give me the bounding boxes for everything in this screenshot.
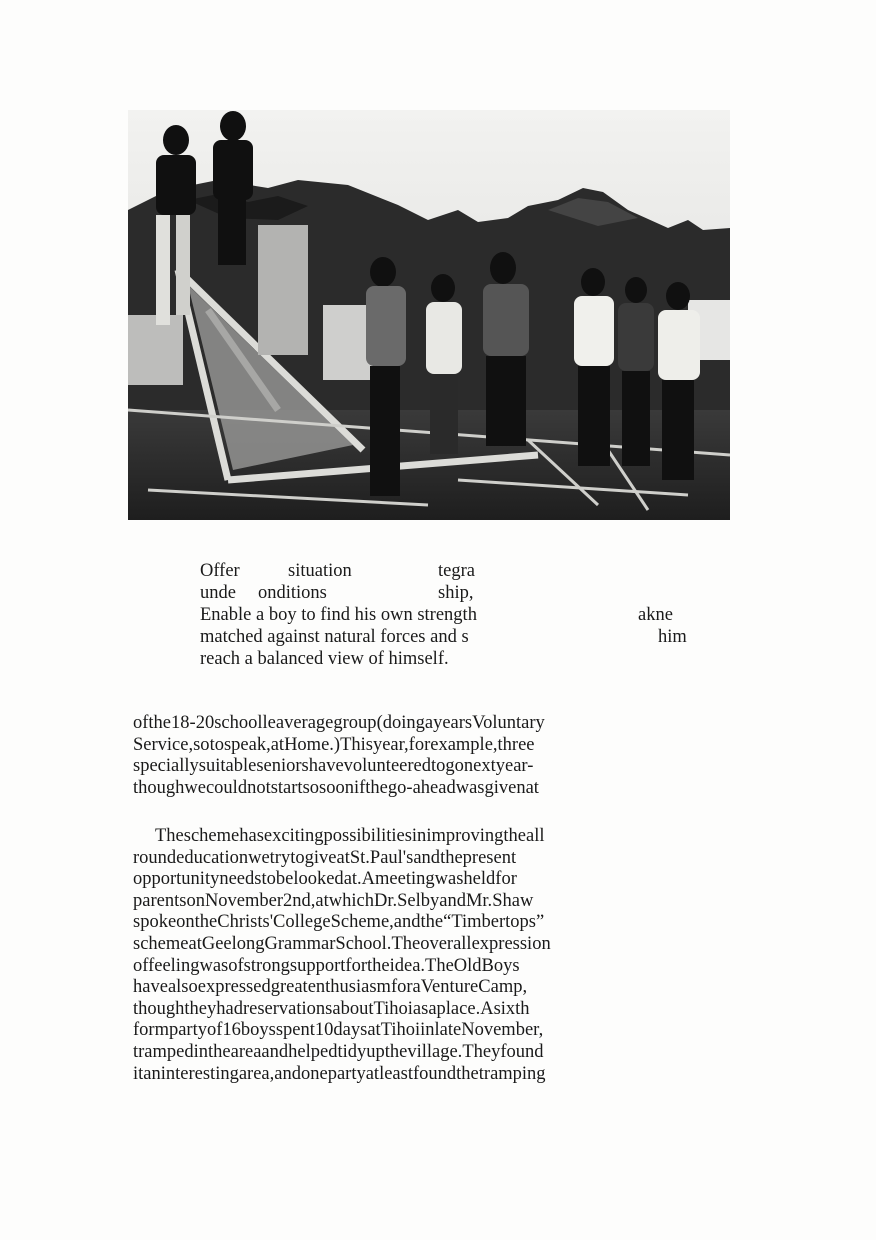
quote-line xyxy=(200,560,720,582)
text-line: thoughtheyhadreservationsaboutTihoiasaplace.Asixth xyxy=(133,998,530,1019)
quote-fragment: Enable a boy to find his own strength xyxy=(200,605,477,625)
quote-fragment: him xyxy=(658,627,687,647)
text-line: schemeatGeelongGrammarSchool.Theoverallexpression xyxy=(133,933,551,954)
quote-fragment: onditions xyxy=(258,583,327,603)
quote-line xyxy=(200,604,720,626)
text-line: itaninterestingarea,andonepartyatleastfoundthetramping xyxy=(133,1063,546,1084)
text-line: Service,sotospeak,atHome.)Thisyear,forexample,three xyxy=(133,734,535,755)
quote-fragment: reach a balanced view of himself. xyxy=(200,649,449,669)
quote-fragment: matched against natural forces and s xyxy=(200,627,469,647)
quote-line xyxy=(200,648,720,670)
quote-fragment: tegra xyxy=(438,561,475,581)
photo-illustration xyxy=(128,110,730,520)
quote-fragment: Offer xyxy=(200,561,240,581)
text-line: offeelingwasofstrongsupportfortheidea.TheOldBoys xyxy=(133,955,520,976)
quoted-aims xyxy=(200,560,720,670)
text-line: opportunityneedstobelookedat.Ameetingwasheldfor xyxy=(133,869,517,890)
paragraph-1 xyxy=(133,713,733,799)
text-line: spokeontheChrists'CollegeScheme,andthe“Timbertops” xyxy=(133,912,545,933)
quote-fragment: unde xyxy=(200,583,236,603)
text-line: thoughwecouldnotstartsosoonifthego-aheadwasgivenat xyxy=(133,777,539,798)
text-line: parentsonNovember2nd,atwhichDr.SelbyandMr.Shaw xyxy=(133,890,534,911)
text-line: speciallysuitableseniorshavevolunteeredtogonextyear- xyxy=(133,756,534,777)
paragraph-2 xyxy=(133,826,733,1085)
quote-fragment: situation xyxy=(288,561,352,581)
text-line: trampedintheareaandhelpedtidyupthevillage.Theyfound xyxy=(133,1041,544,1062)
quote-fragment: ship, xyxy=(438,583,474,603)
text-line: havealsoexpressedgreatenthusiasmforaVentureCamp, xyxy=(133,977,528,998)
quote-line xyxy=(200,582,720,604)
text-line: formpartyof16boysspent10daysatTihoiinlateNovember, xyxy=(133,1020,544,1041)
quote-line xyxy=(200,626,720,648)
text-line: roundeducationwetrytogiveatSt.Paul'sandthepresent xyxy=(133,847,517,868)
text-line: ofthe18-20schoolleaveragegroup(doingayearsVoluntary xyxy=(133,713,545,733)
quote-fragment: akne xyxy=(638,605,673,625)
photograph xyxy=(128,110,730,520)
text-line: Theschemehasexcitingpossibilitiesinimprovingtheall xyxy=(155,826,545,846)
